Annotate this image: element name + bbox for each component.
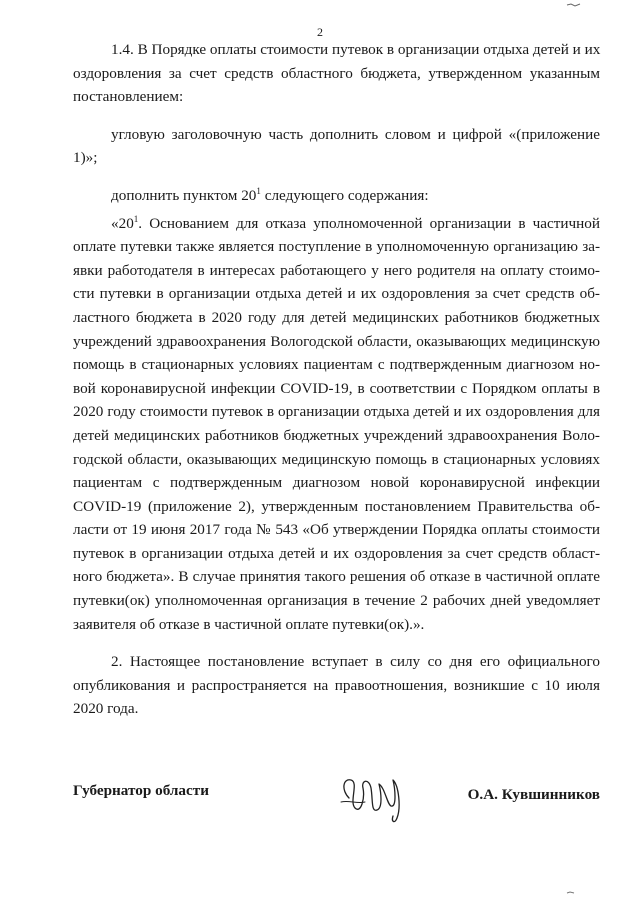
paragraph-2 bbox=[73, 650, 600, 721]
text-line: сти путевки в организации отдыха детей и их оздоровления за счет средств об- bbox=[73, 285, 600, 303]
paragraph-1-4 bbox=[73, 38, 600, 109]
paragraph-point-20-1 bbox=[73, 212, 600, 637]
paragraph-header-amend bbox=[73, 123, 600, 170]
text-line: детей медицинских работников бюджетных учреждений здравоохранения Воло- bbox=[73, 426, 600, 444]
text-line: COVID-19 (приложение 2), утвержденным постановлением Правительства об- bbox=[73, 497, 600, 515]
text-line: постановлением: bbox=[73, 88, 184, 106]
text-line: опубликования и распространяется на правоотношения, возникшие с 10 июля bbox=[73, 676, 600, 694]
text-line: ного бюджета». В случае принятия такого решения об отказе в частичной оплате bbox=[73, 568, 600, 586]
signature-block bbox=[73, 768, 600, 828]
text-line: путевки(ок) уполномоченная организация в течение 2 рабочих дней уведомляет bbox=[73, 592, 600, 610]
text-line bbox=[73, 184, 600, 208]
text-line: ласти от 19 июня 2017 года № 543 «Об утверждении Порядка оплаты стоимости bbox=[73, 521, 600, 539]
text-fragment: следующего содержания: bbox=[260, 186, 429, 204]
paragraph-add-point bbox=[73, 184, 600, 208]
text-line bbox=[73, 212, 600, 236]
text-line: 2020 года. bbox=[73, 700, 139, 718]
superscript: 1 bbox=[256, 185, 261, 196]
text-fragment: дополнить пунктом 20 bbox=[111, 186, 257, 204]
text-line: 2. Настоящее постановление вступает в силу со дня его официального bbox=[111, 653, 600, 671]
text-line: 1.4. В Порядке оплаты стоимости путевок в организации отдыха детей и их bbox=[111, 41, 601, 58]
text-line: путевок в организации отдыха детей и их оздоровления за счет средств област- bbox=[73, 544, 600, 562]
handwritten-signature-icon bbox=[335, 768, 419, 830]
text-line: явки работодателя в интересах работающего у него родителя на оплату стоимо- bbox=[73, 261, 600, 279]
text-line: учреждений здравоохранения Вологодской области, оказывающих медицинскую bbox=[73, 332, 600, 350]
text-fragment: . Основанием для отказа уполномоченной организации в частичной bbox=[138, 214, 600, 232]
text-line: годской области, оказывающих медицинскую помощь в стационарных условиях bbox=[73, 450, 600, 468]
text-line: 1)»; bbox=[73, 149, 98, 167]
scan-mark-icon bbox=[566, 2, 584, 8]
text-line: пациентам с подтвержденным диагнозом новой коронавирусной инфекции bbox=[73, 474, 600, 492]
scan-mark-icon bbox=[566, 890, 584, 896]
text-line: оплате путевки также является поступление в уполномоченную организацию за- bbox=[73, 238, 600, 256]
text-line: заявителя об отказе в частичной оплате путевки(ок).». bbox=[73, 615, 425, 633]
text-line: ластного бюджета в 2020 году для детей медицинских работников бюджетных bbox=[73, 308, 600, 326]
text-line: 2020 году стоимости путевок в организации отдыха детей и их оздоровления для bbox=[73, 403, 600, 421]
text-line: вой коронавирусной инфекции COVID-19, в соответствии с Порядком оплаты в bbox=[73, 379, 600, 397]
document-body bbox=[73, 38, 600, 721]
text-line: оздоровления за счет средств областного бюджета, утвержденном указанным bbox=[73, 64, 600, 82]
text-line: угловую заголовочную часть дополнить словом и цифрой «(приложение bbox=[111, 125, 600, 143]
superscript: 1 bbox=[133, 213, 139, 224]
text-line: помощь в стационарных условиях пациентам с подтвержденным диагнозом но- bbox=[73, 356, 600, 374]
page-number: 2 bbox=[317, 25, 323, 39]
signatory-name: О.А. Кувшинников bbox=[467, 786, 600, 803]
text-fragment: «20 bbox=[111, 214, 134, 232]
signatory-title: Губернатор области bbox=[73, 782, 209, 799]
